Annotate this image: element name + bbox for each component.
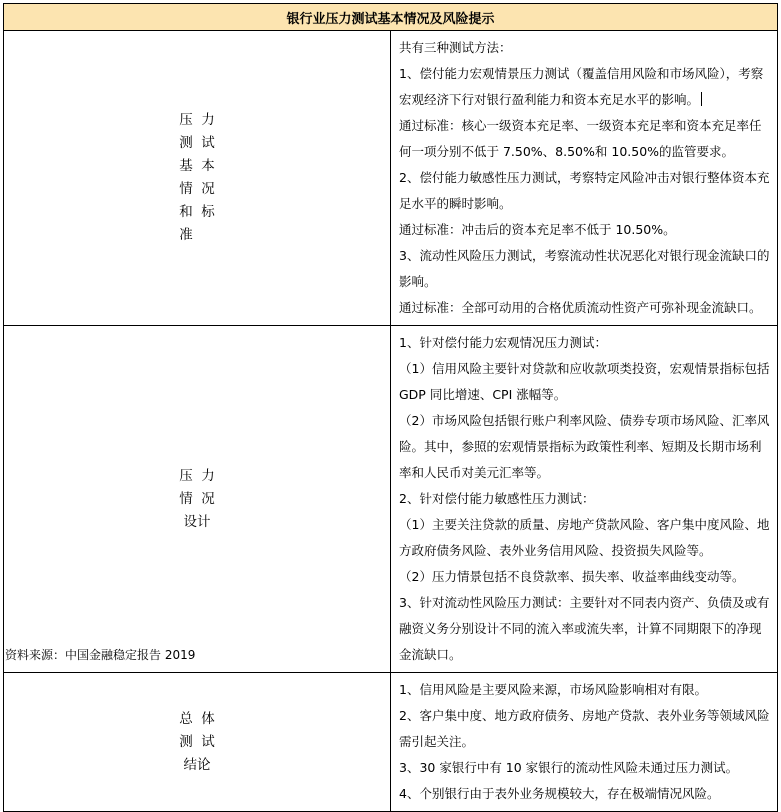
title-row [4, 4, 778, 31]
label-char: 情 [179, 490, 193, 507]
label-char: 体 [201, 710, 215, 727]
content-line: 1、偿付能力宏观情景压力测试（覆盖信用风险和市场风险），考察宏观经济下行对银行盈利能力和资本充足水平的影响。 [399, 66, 764, 107]
label-char: 况 [201, 490, 215, 507]
label-char: 和 [179, 204, 193, 220]
label-char: 准 [179, 227, 193, 243]
label-char: 测 [179, 135, 193, 151]
label-char: 基 [179, 158, 193, 174]
content-line: （2）市场风险包括银行账户利率风险、债券专项市场风险、汇率风险。其中，参照的宏观情景指标为政策性利率、短期及长期市场利率和人民币对美元汇率等。 [399, 413, 770, 480]
label-char: 压 [179, 467, 193, 484]
section-content-basics [391, 31, 778, 326]
label-char: 力 [201, 112, 215, 128]
section-label-conclusion [4, 673, 391, 812]
content-line: 3、针对流动性风险压力测试：主要针对不同表内资产、负债及或有融资义务分别设计不同的流入率或流失率，计算不同期限下的净现金流缺口。 [399, 595, 770, 662]
label-char: 测 [179, 733, 193, 750]
label-char: 设计 [183, 513, 211, 530]
content-line: 1、针对偿付能力宏观情况压力测试： [399, 335, 607, 350]
section-content-design [391, 326, 778, 673]
content-line: 4、个别银行由于表外业务规模较大，存在极端情况风险。 [399, 786, 720, 801]
content-line: 3、流动性风险压力测试，考察流动性状况恶化对银行现金流缺口的影响。 [399, 248, 770, 289]
content-line: 1、信用风险是主要风险来源，市场风险影响相对有限。 [399, 682, 707, 697]
section-label-design [4, 326, 391, 673]
content-line: （1）主要关注贷款的质量、房地产贷款风险、客户集中度风险、地方政府债务风险、表外业务信用风险、投资损失风险等。 [399, 517, 770, 558]
stress-test-table [3, 3, 778, 812]
label-char: 总 [179, 710, 193, 727]
label-char: 本 [201, 158, 215, 174]
content-line: 2、针对偿付能力敏感性压力测试： [399, 491, 595, 506]
content-line: 共有三种测试方法： [399, 40, 512, 55]
table-title: 银行业压力测试基本情况及风险提示 [4, 4, 778, 31]
content-line: 3、30 家银行中有 10 家银行的流动性风险未通过压力测试。 [399, 760, 739, 775]
section-content-conclusion [391, 673, 778, 812]
label-char: 标 [201, 204, 215, 220]
section-label-basics [4, 31, 391, 326]
content-line: （1）信用风险主要针对贷款和应收款项类投资，宏观情景指标包括 GDP 同比增速、CPI 涨幅等。 [399, 361, 770, 402]
content-line: 通过标准：全部可动用的合格优质流动性资产可弥补现金流缺口。 [399, 300, 762, 315]
section-row-design [4, 326, 778, 673]
text-cursor [701, 92, 702, 106]
label-char: 情 [179, 181, 193, 197]
content-line: 通过标准：核心一级资本充足率、一级资本充足率和资本充足率任何一项分别不低于 7.50%、8.50%和 10.50%的监管要求。 [399, 118, 762, 159]
source-note: 资料来源：中国金融稳定报告 2019 [5, 648, 196, 662]
content-line: 通过标准：冲击后的资本充足率不低于 10.50%。 [399, 222, 676, 237]
label-char: 结论 [183, 756, 211, 773]
label-char: 试 [201, 733, 215, 750]
content-line: 2、偿付能力敏感性压力测试，考察特定风险冲击对银行整体资本充足水平的瞬时影响。 [399, 170, 770, 211]
label-char: 况 [201, 181, 215, 197]
content-line: （2）压力情景包括不良贷款率、损失率、收益率曲线变动等。 [399, 569, 745, 584]
label-char: 压 [179, 112, 193, 128]
content-line: 2、客户集中度、地方政府债务、房地产贷款、表外业务等领域风险需引起关注。 [399, 708, 770, 749]
label-char: 试 [201, 135, 215, 151]
label-char: 力 [201, 467, 215, 484]
section-row-basics [4, 31, 778, 326]
section-row-conclusion [4, 673, 778, 812]
